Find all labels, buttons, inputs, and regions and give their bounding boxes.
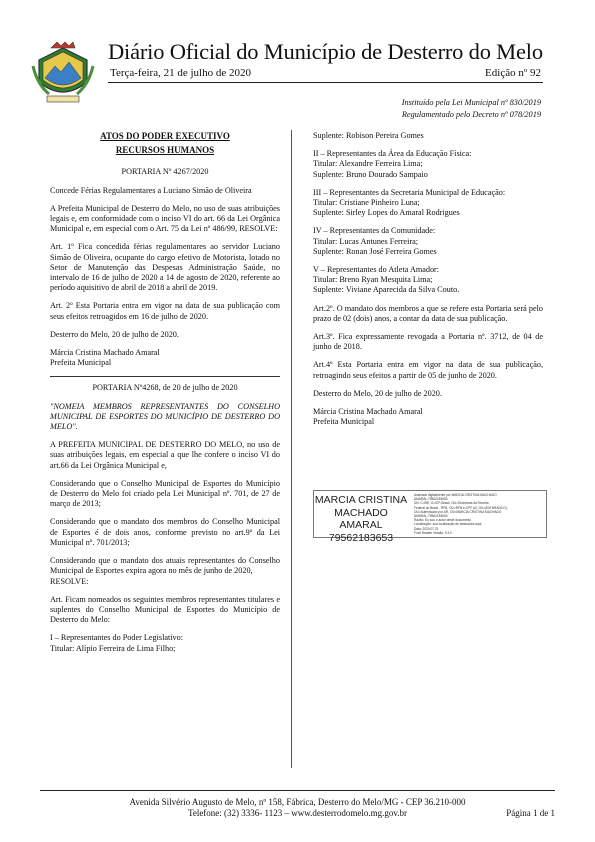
representative-titular: Titular: Cristiane Pinheiro Luna; (313, 198, 420, 208)
right-column (313, 131, 543, 427)
digital-signature-details (414, 493, 544, 535)
paragraph: A Prefeita Municipal de Desterro do Melo, no uso de suas atribuições legais e, em conformidade com o inciso VI do art. 66 da Lei Orgânica Municipal e, em especial com o Art. 75 da Lei nº 486/99, RESOLVE: (50, 203, 280, 234)
signature-name-line: MARCIA CRISTINA (314, 494, 408, 506)
representative-heading: V – Representantes do Atleta Amador: (313, 265, 440, 275)
article: Art.2º. O mandato dos membros a que se refere esta Portaria será pelo prazo de 02 (dois) anos, a contar da data de sua publicação. (313, 303, 543, 323)
paragraph: Considerando que o Conselho Municipal de Esportes do Município de Desterro do Melo foi criado pela Lei Municipal nº. 701, de 27 de março de 2013; (50, 478, 280, 509)
signature-detail-line: Assinado digitalmente por MARCIA CRISTINA MACHADO (414, 493, 497, 497)
footer-divider (40, 790, 555, 791)
representative-heading: IV – Representantes da Comunidade: (313, 226, 436, 236)
signer-name: Márcia Cristina Machado Amaral (50, 348, 160, 358)
page-title: Diário Oficial do Município de Desterro do Melo (108, 39, 543, 64)
portaria-divider (50, 376, 280, 377)
representative-titular: Titular: Breno Ryan Mesquita Lima; (313, 275, 433, 285)
representative-suplente: Suplente: Robison Pereira Gomes (313, 131, 424, 140)
representative-heading: II – Representantes da Área da Educação Física: (313, 149, 472, 159)
paragraph: Art. Ficam nomeados os seguintes membros representantes titulares e suplentes do Conselho Municipal de Esportes do Município de Desterro do Melo: (50, 594, 280, 625)
representative-suplente: Suplente: Sirley Lopes do Amaral Rodrigues (313, 208, 460, 218)
institution-note (402, 97, 541, 121)
signature-detail-line: Data: 2020.07.21 (414, 526, 439, 531)
article: Art.4º Esta Portaria entra em vigor na data de sua publicação, retroagindo seus efeitos a partir de 05 de junho de 2020. (313, 360, 543, 380)
footer-contact: Telefone: (32) 3336- 1123 – www.desterrodomelo.mg.gov.br (187, 808, 408, 818)
place-date: Desterro do Melo, 20 de julho de 2020. (313, 388, 442, 398)
signature-detail-line: Localização: sua localização de assinatura aqui (414, 522, 482, 527)
municipal-coat-of-arms-icon (31, 40, 95, 106)
institution-line: Instituído pela Lei Municipal nº 830/2019 (401, 98, 541, 107)
left-column (50, 131, 280, 654)
signature-detail-line: Foxit Reader Versão: 9.3.0 (414, 530, 452, 535)
paragraph: Considerando que o mandato dos atuais representantes do Conselho Municipal de Esportes expira agora no mês de junho de 2020, (50, 556, 280, 576)
paragraph: A PREFEITA MUNICIPAL DE DESTERRO DO MELO, no uso de suas atribuições legais, em especial a que lhe confere o inciso VI do art.66 da Lei Orgânica Municipal e, (50, 440, 280, 470)
representative-heading: I – Representantes do Poder Legislativo: (50, 633, 184, 643)
signature-name-line: MACHADO AMARAL (334, 506, 388, 531)
edition-number: Edição nº 92 (485, 67, 541, 79)
paragraph: Art. 2º Esta Portaria entra em vigor na data de sua publicação com seus efeitos retroagidos em 16 de julho de 2020. (50, 301, 280, 321)
signature-detail-line: AMARAL:79562183653 (414, 514, 448, 519)
column-divider (291, 130, 292, 768)
representative-titular: Titular: Alípio Ferreira de Lima Filho; (50, 643, 176, 653)
signature-detail-line: DN: C=BR, O=ICP-Brasil, OU=Secretaria da Receita (414, 501, 489, 506)
signature-detail-line: AMARAL:79562183653 (414, 497, 448, 502)
signature-detail-line: Razão: Eu sou o autor deste documento (414, 518, 472, 523)
signer-role: Prefeita Municipal (313, 417, 375, 427)
signer-name: Márcia Cristina Machado Amaral (313, 407, 423, 417)
portaria-summary: "NOMEIA MEMBROS REPRESENTANTES DO CONSELHO MUNICIPAL DE ESPORTES DO MUNICÍPIO DE DESTERRO DO MELO". (50, 401, 280, 432)
signature-cpf: 79562183653 (328, 531, 394, 544)
header-divider (108, 82, 543, 83)
portaria-title: PORTARIA Nº 4267/2020 (121, 167, 209, 177)
publication-date: Terça-feira, 21 de julho de 2020 (110, 67, 251, 79)
representative-suplente: Suplente: Viviane Aparecida da Silva Couto. (313, 285, 460, 295)
footer-address: Avenida Silvério Augusto de Melo, nº 158, Fábrica, Desterro do Melo/MG - CEP 36.210-000 (129, 797, 466, 807)
paragraph: Art. 1º Fica concedida férias regulamentares ao servidor Luciano Simão de Oliveira, ocupante do cargo efetivo de Motorista, lotado no Setor de Manutenção das Despesas Administração Saúde, no intervalo de 16 de julho de 2020 a 14 de agosto de 2020, referente ao período aquisitivo de abril de 2018 a abril de 2019. (50, 242, 280, 293)
digital-signature-name (313, 494, 409, 544)
section-heading: ATOS DO PODER EXECUTIVO (100, 131, 230, 141)
representative-titular: Titular: Lucas Antunes Ferreira; (313, 236, 418, 246)
article: Art.3º. Fica expressamente revogada a Portaria nº. 3712, de 04 de junho de 2018. (313, 332, 543, 352)
representative-heading: III – Representantes da Secretaria Municipal de Educação: (313, 187, 506, 197)
signer-role: Prefeita Municipal (50, 358, 112, 368)
signature-detail-line: OU=Autenticado por AR, CN=MARCIA CRISTINA MACHADO (414, 509, 502, 514)
page-number: Página 1 de 1 (506, 808, 555, 818)
signature-detail-line: Federal do Brasil - RFB, OU=RFB e-CPF A3, OU=(EM BRANCO), (414, 505, 508, 510)
portaria-title: PORTARIA Nº4268, de 20 de julho de 2020 (92, 383, 238, 393)
representative-suplente: Suplente: Ronan José Ferreira Gomes (313, 246, 437, 256)
resolve-label: RESOLVE: (50, 576, 89, 586)
place-date: Desterro do Melo, 20 de julho de 2020. (50, 329, 179, 339)
paragraph: Considerando que o mandato dos membros do Conselho Municipal de Esportes é de dois anos, conforme previsto no art.9º da Lei Municipal nº. 701/2013; (50, 517, 280, 547)
institution-line: Regulamentado pelo Decreto nº 078/2019 (401, 110, 541, 119)
representative-suplente: Suplente: Bruno Dourado Sampaio (313, 169, 428, 179)
section-subheading: RECURSOS HUMANOS (115, 145, 215, 156)
portaria-summary: Concede Férias Regulamentares a Luciano Simão de Oliveira (50, 185, 252, 195)
representative-titular: Titular: Alexandre Ferreira Lima; (313, 159, 423, 169)
